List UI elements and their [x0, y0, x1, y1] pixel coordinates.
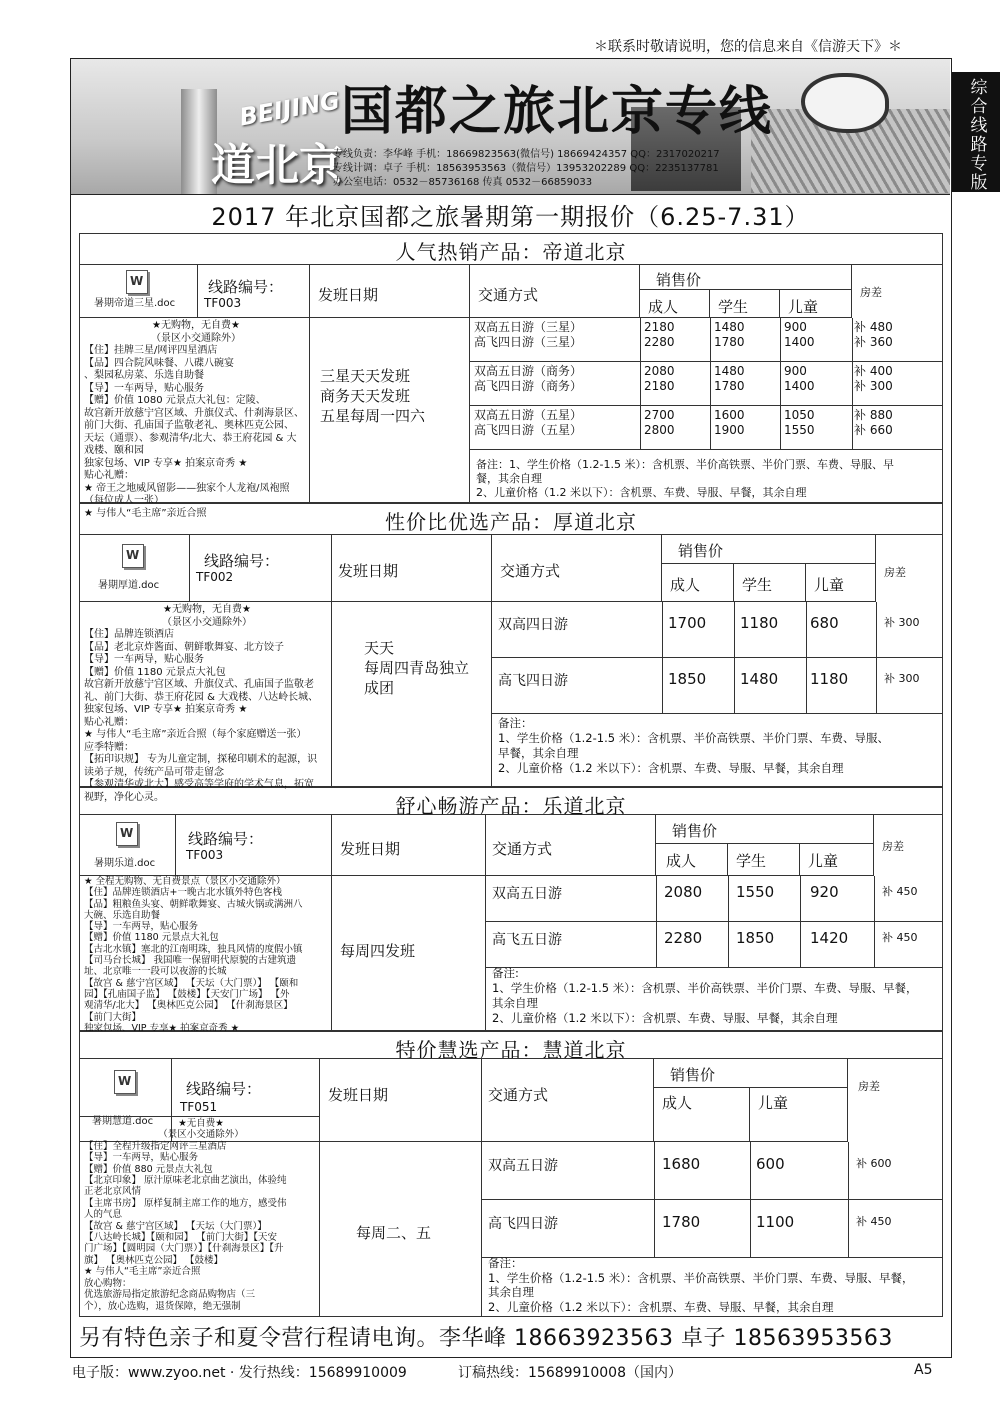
price-col-t: [474, 408, 640, 438]
feature-line: 独家包场、VIP 专享★ 拍案京奇秀 ★: [84, 457, 248, 469]
feature-line: 【八达岭长城】【颐和园】 【前门大街】【天安: [84, 1232, 278, 1244]
feature-line: 大碗、乐选自助餐: [84, 909, 161, 921]
price-value: 补 660: [854, 423, 893, 437]
footer-hotline: 订稿热线：15689910008（国内）: [458, 1365, 682, 1381]
feature-line: 天坛（通票）、参观清华/北大、恭王府花园 & 大: [84, 432, 297, 444]
feature-line: （景区小交通除外）: [158, 1129, 244, 1141]
feature-line: 【导】一车两导，贴心服务: [84, 654, 204, 665]
feature-line: 【故宫 & 慈宁宫区域】 【天坛（大门票）】: [84, 1220, 267, 1232]
price-value: 2280: [644, 335, 675, 349]
price-value: 1100: [756, 1213, 795, 1231]
feature-line: 、梨园私房菜、乐选自助餐: [84, 370, 204, 381]
price-col-a: [644, 320, 710, 350]
feature-line: 【导】一车两导，贴心服务: [84, 1152, 199, 1164]
price-header: 销售价: [656, 271, 702, 289]
page-number: A5: [914, 1362, 933, 1378]
price-col-a: [644, 408, 710, 438]
doc-file-icon[interactable]: [114, 1070, 136, 1094]
bottom-contact-line: 另有特色亲子和夏令营行程请电询。李华峰 18663923563 卓子 18563953563: [79, 1326, 893, 1351]
feature-line: ★无购物，无自费★: [163, 604, 251, 615]
price-header: 销售价: [672, 822, 718, 840]
date-header: 发班日期: [318, 286, 379, 304]
price-value: 900: [784, 364, 807, 378]
price-value: 2180: [644, 379, 675, 393]
feature-line: 【赠】价值 1180 元景点大礼包: [84, 932, 219, 944]
doc-file-label[interactable]: 暑期厚道.doc: [98, 580, 160, 591]
route-label: 线路编号：: [188, 830, 264, 848]
feature-line: ★无自费★: [178, 1118, 224, 1129]
feature-line: ★ 全程无购物、无自费景点（景区小交通除外）: [84, 876, 286, 887]
price-value: 600: [756, 1155, 785, 1173]
departure-dates: 每周二、五: [356, 1224, 432, 1242]
adult-header: 成人: [648, 298, 679, 316]
doc-file-label[interactable]: 暑期慧道.doc: [92, 1116, 154, 1127]
departure-dates: 每周四发班: [340, 942, 416, 960]
feature-line: 【前门大街】: [84, 1011, 142, 1023]
child-header: 儿童: [758, 1094, 789, 1112]
price-value: 1550: [736, 883, 775, 901]
doc-file-icon[interactable]: [126, 270, 148, 294]
feature-line: ★ 与伟人“毛主席”亲近合照（每个家庭赠送一张）: [84, 729, 307, 740]
feature-line: 正老北京风情: [84, 1186, 142, 1198]
student-header: 学生: [742, 576, 773, 594]
price-notes: 备注： 1、学生价格（1.2-1.5 米）：含机票、半价高铁票、半价门票、车费、导服、早餐， 其余自理 2、儿童价格（1.2 米以下）：含机票、车费、导服、早餐，其余自理: [488, 1256, 914, 1314]
contact-line-3: 办公室电话：0532－85736168 传真 0532－66859033: [333, 177, 593, 188]
transport-header: 交通方式: [500, 562, 561, 580]
section-title: 性价比优选产品：厚道北京: [385, 510, 637, 534]
date-header: 发班日期: [328, 1086, 389, 1104]
feature-list: [84, 604, 330, 804]
adult-header: 成人: [662, 1094, 693, 1112]
header-banner: [71, 59, 950, 195]
price-value: 1420: [810, 929, 849, 947]
price-value: 高飞四日游（五星）: [474, 423, 583, 437]
feature-line: 【赠】价值 880 元景点大礼包: [84, 1163, 213, 1175]
route-label: 线路编号：: [204, 552, 280, 570]
price-col-r: [854, 364, 934, 394]
feature-line: ★ 与伟人“毛主席”亲近合照: [84, 507, 207, 519]
price-value: 高飞四日游（三星）: [474, 335, 583, 349]
price-header: 销售价: [678, 542, 724, 560]
price-col-c: [784, 364, 850, 394]
price-value: 1480: [714, 364, 745, 378]
feature-line: 【赠】价值 1080 元景点大礼包：定陵、: [84, 395, 266, 406]
feature-line: 视野，净化心灵。: [84, 791, 164, 803]
feature-list: [84, 876, 330, 1034]
feature-line: 【品】粗粮鱼头宴、朝鲜歌舞宴、古城火锅或满洲八: [84, 898, 303, 910]
doc-file-icon[interactable]: [116, 822, 138, 846]
student-header: 学生: [718, 298, 749, 316]
feature-line: 礼、前门大街、恭王府花园 & 大戏楼、八达岭长城、: [84, 691, 319, 703]
price-col-s: [714, 408, 780, 438]
price-col-s: [714, 364, 780, 394]
price-row: [486, 876, 942, 922]
price-row: [482, 1142, 942, 1200]
price-value: 2180: [644, 320, 675, 334]
price-value: 1700: [668, 614, 707, 632]
price-value: 1600: [714, 408, 745, 422]
adult-header: 成人: [670, 576, 701, 594]
feature-line: 独家包场、VIP 专享★ 拍案京奇秀 ★: [84, 704, 248, 715]
feature-line: 门广场】【圆明园（大门票）】【什刹海景区】【升: [84, 1243, 284, 1255]
price-value: 1550: [784, 423, 815, 437]
feature-line: 【住】品牌连锁酒店+一晚古北水镇外特色客栈: [84, 887, 282, 899]
feature-line: 【导】一车两导，贴心服务: [84, 382, 204, 394]
feature-line: 【故宫 & 慈宁宫区域】 【天坛（大门票）】 【颐和: [84, 977, 299, 989]
room-header: 房差: [858, 1080, 880, 1093]
child-header: 儿童: [814, 576, 845, 594]
price-value: 2700: [644, 408, 675, 422]
departure-dates: 天天 每周四青岛独立 成团: [364, 639, 470, 697]
price-col-r: [854, 408, 934, 438]
feature-line: 前门大街、孔庙国子监敬老礼、奥林匹克公园、: [84, 420, 294, 431]
feature-list: [84, 1118, 318, 1312]
transport-header: 交通方式: [488, 1086, 549, 1104]
price-row-group: [470, 318, 942, 362]
price-value: 双高四日游: [498, 617, 568, 633]
route-code: TF003: [186, 848, 224, 862]
feature-line: （每位成人一张）: [84, 495, 164, 506]
price-value: 1400: [784, 335, 815, 349]
doc-file-icon[interactable]: [122, 544, 144, 568]
price-value: 高飞四日游（商务）: [474, 379, 583, 393]
banner-title: 国都之旅北京专线: [341, 81, 774, 142]
feature-line: 【北京印象】 原汁原味老北京曲艺演出，体验纯: [84, 1175, 287, 1187]
feature-line: 址、北京唯一一段可以夜游的长城: [84, 966, 227, 978]
feature-line: 【品】四合院风味餐、八碟八碗宴: [84, 357, 234, 369]
feature-line: ★无购物，无自费★: [152, 320, 240, 331]
price-value: 补 360: [854, 335, 893, 349]
price-value: 补 880: [854, 408, 893, 422]
price-value: 双高五日游（五星）: [474, 408, 583, 422]
section-title: 舒心畅游产品：乐道北京: [395, 794, 627, 818]
feature-line: 优选旅游局指定旅游纪念商品购物店（三: [84, 1289, 256, 1301]
price-value: 920: [810, 883, 839, 901]
price-value: 680: [810, 614, 839, 632]
price-col-s: [714, 320, 780, 350]
price-value: 900: [784, 320, 807, 334]
agency-logo-icon: [801, 73, 889, 133]
price-col-t: [474, 320, 640, 350]
price-value: 1480: [714, 320, 745, 334]
price-col-a: [644, 364, 710, 394]
feature-line: 放心购物：: [84, 1277, 132, 1289]
feature-line: 贴心礼赠：: [84, 716, 134, 728]
route-code: TF003: [204, 296, 242, 310]
price-notes: 备注: 1、学生价格（1.2-1.5 米）：含机票、半价高铁票、半价门票、车费、导服、早餐， 其余自理 2、儿童价格（1.2 米以下）：含机票、车费、导服、早餐，其余自理: [492, 966, 918, 1025]
section-ledao: [79, 787, 943, 1034]
price-row-group: [470, 362, 942, 406]
feature-line: 个），放心选购，退货保障，绝无强制: [84, 1300, 241, 1312]
date-header: 发班日期: [340, 840, 401, 858]
contact-line-2: 专线计调：卓子 手机：18563953563（微信号）13953202289 QQ：2235137781: [333, 163, 719, 174]
price-value: 1900: [714, 423, 745, 437]
feature-line: ★ 与伟人“毛主席”亲近合照: [84, 1266, 201, 1278]
price-row-group: [470, 406, 942, 450]
price-row: [486, 922, 942, 968]
room-header: 房差: [884, 566, 906, 579]
price-col-t: [474, 364, 640, 394]
price-value: 1050: [784, 408, 815, 422]
feature-line: 独家包场、VIP 专享★ 拍案京奇秀 ★: [84, 1022, 240, 1034]
price-value: 1780: [714, 379, 745, 393]
price-value: 2280: [664, 929, 703, 947]
adult-header: 成人: [666, 852, 697, 870]
route-code: TF051: [180, 1100, 218, 1114]
price-value: 1850: [668, 670, 707, 688]
price-col-r: [854, 320, 934, 350]
price-value: 补 600: [856, 1157, 892, 1170]
price-value: 补 300: [884, 672, 920, 685]
price-value: 补 300: [854, 379, 893, 393]
feature-line: 人的气息: [84, 1209, 123, 1221]
feature-line: ★ 帝王之地威风留影——独家个人龙袍/凤袍照: [84, 482, 290, 494]
price-row: [492, 658, 942, 714]
feature-line: 故宫新开放慈宁宫区域、升旗仪式、什刹海景区、: [84, 407, 304, 419]
feature-line: 【参观清华或北大】感受高等学府的学术气息，拓宽: [84, 779, 314, 790]
price-value: 2080: [664, 883, 703, 901]
price-value: 补 400: [854, 364, 893, 378]
feature-line: 【住】全程升级指定网评三星酒店: [84, 1140, 227, 1152]
price-value: 高飞四日游: [488, 1216, 558, 1232]
contact-line-1: 专线负责：李华峰 手机：18669823563(微信号) 18669424357 QQ：2317020217: [333, 149, 720, 160]
price-value: 补 480: [854, 320, 893, 334]
feature-line: 【司马台长城】 我国唯一保留明代原貌的古建筑遗: [84, 955, 297, 967]
price-value: 1680: [662, 1155, 701, 1173]
doc-file-label[interactable]: 暑期乐道.doc: [94, 858, 156, 869]
price-value: 2800: [644, 423, 675, 437]
feature-line: 应季特赠：: [84, 741, 134, 753]
price-value: 双高五日游（商务）: [474, 364, 583, 378]
dao-beijing-text: 道北京: [211, 140, 343, 191]
price-value: 补 450: [856, 1215, 892, 1228]
page-frame: [70, 58, 952, 1358]
departure-dates: 三星天天发班 商务天天发班 五星每周一四六: [320, 367, 426, 425]
section-title: 特价慧选产品：慧道北京: [395, 1038, 627, 1062]
feature-line: 旗】 【奥林匹克公园】 【鼓楼】: [84, 1254, 224, 1266]
feature-line: 【拓印识规】 专为儿童定制，探秘印刷术的起源，识: [84, 754, 318, 765]
footer-website: 电子版：www.zyoo.net · 发行热线：15689910009: [72, 1365, 407, 1381]
price-value: 高飞四日游: [498, 673, 568, 689]
feature-line: 戏楼、颐和园: [84, 445, 144, 456]
transport-header: 交通方式: [478, 286, 539, 304]
feature-line: 园】【孔庙国子监】 【鼓楼】【天安门广场】 【外: [84, 988, 290, 1000]
student-header: 学生: [736, 852, 767, 870]
feature-list: [84, 320, 308, 520]
price-value: 补 450: [882, 931, 918, 944]
price-notes: 备注：1、学生价格（1.2-1.5 米）：含机票、半价高铁票、半价门票、车费、导服、早 餐，其余自理 2、儿童价格（1.2 米以下）：含机票、车费、导服、早餐，其余自理: [476, 458, 894, 499]
price-value: 高飞五日游: [492, 932, 562, 948]
page-headline: 2017 年北京国都之旅暑期第一期报价（6.25-7.31）: [211, 203, 810, 231]
feature-line: 【导】一车两导，贴心服务: [84, 921, 199, 933]
feature-line: （景区小交通除外）: [151, 332, 241, 344]
date-header: 发班日期: [338, 562, 399, 580]
section-tab: 综合线路专版: [952, 72, 1000, 192]
price-value: 2080: [644, 364, 675, 378]
price-value: 双高五日游（三星）: [474, 320, 583, 334]
price-row: [492, 602, 942, 658]
price-value: 1780: [714, 335, 745, 349]
price-value: 1780: [662, 1213, 701, 1231]
room-header: 房差: [882, 840, 904, 853]
price-col-c: [784, 408, 850, 438]
price-value: 1400: [784, 379, 815, 393]
feature-line: 读弟子规，传统产品可带走留念: [84, 766, 224, 778]
section-title: 人气热销产品：帝道北京: [395, 240, 627, 264]
section-huidao: [79, 1031, 943, 1317]
route-label: 线路编号：: [186, 1080, 262, 1098]
feature-line: 贴心礼赠：: [84, 470, 134, 481]
route-label: 线路编号：: [208, 278, 284, 296]
price-col-c: [784, 320, 850, 350]
child-header: 儿童: [788, 298, 819, 316]
feature-line: 故宫新开放慈宁宫区域、升旗仪式、孔庙国子监敬老: [84, 679, 314, 690]
section-didao: [79, 233, 943, 519]
child-header: 儿童: [808, 852, 839, 870]
feature-line: 【赠】价值 1180 元景点大礼包: [84, 666, 226, 678]
beijing-logo-text: BEIJING: [237, 86, 342, 132]
feature-line: 【品】老北京炸酱面、朝鲜歌舞宴、北方饺子: [84, 641, 284, 653]
feature-line: （景区小交通除外）: [162, 616, 252, 628]
room-header: 房差: [860, 286, 882, 299]
price-value: 1480: [740, 670, 779, 688]
source-notice: ＊联系时敬请说明，您的信息来自《信游天下》＊: [594, 39, 902, 55]
price-value: 1180: [740, 614, 779, 632]
feature-line: 【主席书房】 原样复制主席工作的地方，感受伟: [84, 1197, 287, 1209]
feature-line: 【住】品牌连锁酒店: [84, 629, 174, 640]
price-value: 双高五日游: [488, 1158, 558, 1174]
section-houdao: [79, 503, 943, 803]
transport-header: 交通方式: [492, 840, 553, 858]
price-value: 1180: [810, 670, 849, 688]
doc-file-label[interactable]: 暑期帝道三星.doc: [94, 298, 176, 309]
price-value: 1850: [736, 929, 775, 947]
feature-line: 【古北水镇】塞北的江南明珠，独具风情的度假小镇: [84, 943, 303, 955]
price-row: [482, 1200, 942, 1258]
price-value: 双高五日游: [492, 886, 562, 902]
price-header: 销售价: [670, 1066, 716, 1084]
feature-line: 【住】挂牌三星/网评四星酒店: [84, 345, 218, 356]
price-value: 补 300: [884, 616, 920, 629]
route-code: TF002: [196, 570, 234, 584]
feature-line: 观清华/北大】 【奥林匹克公园】 【什刹海景区】: [84, 1000, 293, 1012]
price-value: 补 450: [882, 885, 918, 898]
price-notes: 备注： 1、学生价格（1.2-1.5 米）：含机票、半价高铁票、半价门票、车费、导服、 早餐，其余自理 2、儿童价格（1.2 米以下）：含机票、车费、导服、早餐，其余自理: [498, 716, 889, 775]
